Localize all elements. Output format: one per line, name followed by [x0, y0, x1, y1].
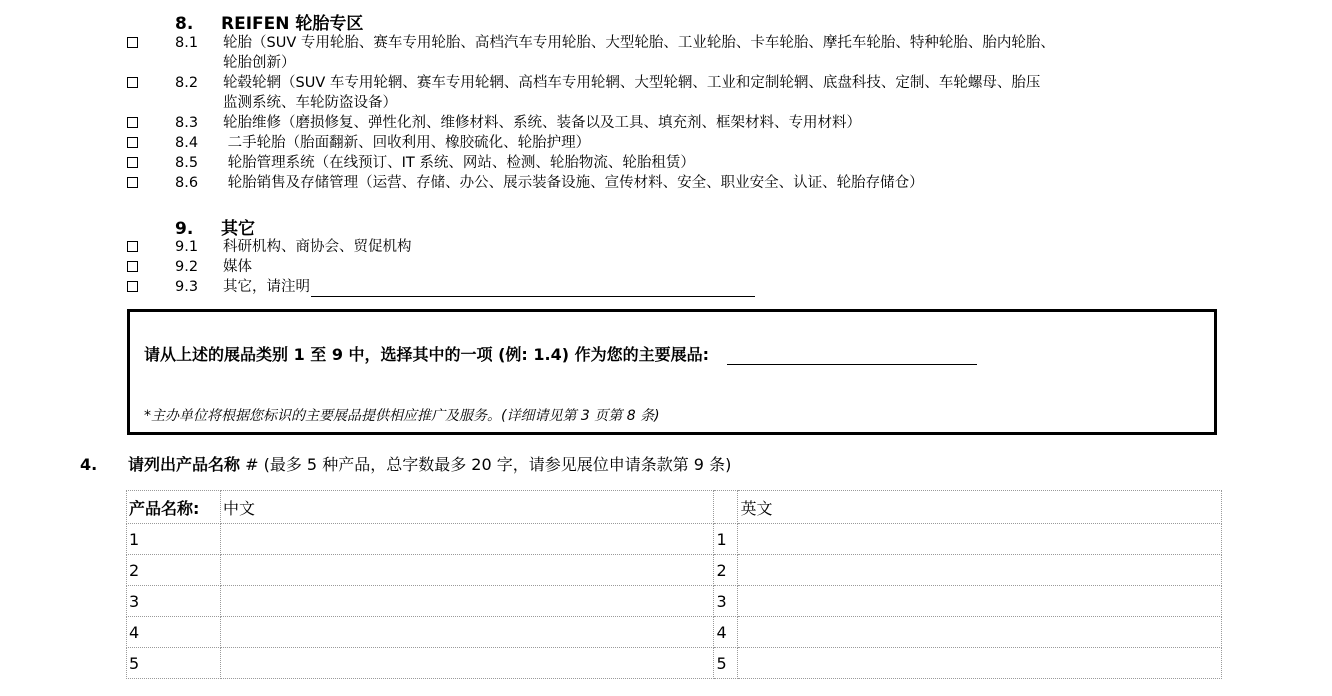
- product-en-input[interactable]: [738, 555, 1222, 586]
- product-name-table: [126, 490, 1222, 679]
- section-9-number: 9.: [175, 219, 194, 239]
- list-item-9-3: [127, 277, 1247, 297]
- product-cn-input[interactable]: [220, 648, 714, 679]
- row-number-en: 3: [714, 586, 738, 617]
- item-number: 8.5: [175, 155, 199, 171]
- main-product-note: *主办单位将根据您标识的主要展品提供相应推广及服务。(详细请见第 3 页第 8 条): [144, 408, 660, 424]
- list-item-8-6: [127, 173, 1247, 193]
- main-product-question: 请从上述的展品类别 1 至 9 中，选择其中的一项 (例: 1.4) 作为您的主要展品:: [144, 345, 710, 364]
- section-8-number: 8.: [175, 14, 194, 34]
- product-cn-input[interactable]: [220, 524, 714, 555]
- question-4-number: 4.: [80, 455, 98, 474]
- item-text: 其它，请注明: [223, 279, 310, 295]
- checkbox-8-5[interactable]: [127, 157, 138, 168]
- item-text-cont: 轮胎创新）: [223, 55, 296, 71]
- section-9-title: 其它: [221, 219, 255, 239]
- question-4-detail: # (最多 5 种产品，总字数最多 20 字，请参见展位申请条款第 9 条): [240, 455, 732, 474]
- checkbox-8-1[interactable]: [127, 37, 138, 48]
- row-number-cn: 3: [127, 586, 221, 617]
- main-product-field[interactable]: [727, 347, 977, 365]
- empty-cell: [714, 491, 738, 524]
- table-row: [127, 555, 1222, 586]
- section-8-heading: [175, 9, 363, 34]
- row-number-cn: 1: [127, 524, 221, 555]
- item-text: 轮毂轮辋（SUV 车专用轮辋、赛车专用轮辋、高档车专用轮辋、大型轮辋、工业和定制轮辋、底盘科技、定制、车轮螺母、胎压: [223, 75, 1041, 91]
- item-text: 轮胎（SUV 专用轮胎、赛车专用轮胎、高档汽车专用轮胎、大型轮胎、工业轮胎、卡车轮胎、摩托车轮胎、特种轮胎、胎内轮胎、: [223, 35, 1055, 51]
- table-header-row: [127, 491, 1222, 524]
- item-number: 8.3: [175, 115, 199, 131]
- row-number-cn: 5: [127, 648, 221, 679]
- row-number-en: 5: [714, 648, 738, 679]
- list-item-8-5: [127, 153, 1247, 173]
- item-number: 8.2: [175, 75, 199, 91]
- main-product-box: [127, 309, 1217, 435]
- product-cn-input[interactable]: [220, 586, 714, 617]
- list-item-8-3: [127, 113, 1247, 133]
- item-text: 轮胎维修（磨损修复、弹性化剂、维修材料、系统、装备以及工具、填充剂、框架材料、专用材料）: [223, 115, 861, 131]
- question-4: [80, 452, 731, 475]
- checkbox-9-2[interactable]: [127, 261, 138, 272]
- product-en-input[interactable]: [738, 648, 1222, 679]
- other-specify-field[interactable]: [311, 280, 755, 297]
- row-number-en: 2: [714, 555, 738, 586]
- item-text-cont: 监测系统、车轮防盗设备）: [223, 95, 397, 111]
- table-row: [127, 524, 1222, 555]
- english-column-header: 英文: [738, 491, 1222, 524]
- list-item-8-2: [127, 73, 1247, 113]
- product-en-input[interactable]: [738, 617, 1222, 648]
- product-en-input[interactable]: [738, 586, 1222, 617]
- product-cn-input[interactable]: [220, 555, 714, 586]
- row-number-cn: 2: [127, 555, 221, 586]
- checkbox-8-4[interactable]: [127, 137, 138, 148]
- checkbox-9-3[interactable]: [127, 281, 138, 292]
- item-text: 二手轮胎（胎面翻新、回收利用、橡胶硫化、轮胎护理）: [223, 135, 591, 151]
- item-number: 8.6: [175, 175, 199, 191]
- row-number-en: 4: [714, 617, 738, 648]
- item-number: 8.4: [175, 135, 199, 151]
- item-number: 8.1: [175, 35, 199, 51]
- item-number: 9.2: [175, 259, 199, 275]
- item-text: 媒体: [223, 259, 252, 275]
- chinese-column-header: 中文: [220, 491, 714, 524]
- table-row: [127, 586, 1222, 617]
- checkbox-8-2[interactable]: [127, 77, 138, 88]
- table-row: [127, 617, 1222, 648]
- item-text: 科研机构、商协会、贸促机构: [223, 239, 412, 255]
- table-row: [127, 648, 1222, 679]
- list-item-9-2: [127, 257, 1247, 277]
- item-text: 轮胎销售及存储管理（运营、存储、办公、展示装备设施、宣传材料、安全、职业安全、认证、轮胎存储仓）: [223, 175, 924, 191]
- list-item-8-4: [127, 133, 1247, 153]
- product-name-label: 产品名称:: [127, 491, 221, 524]
- product-en-input[interactable]: [738, 524, 1222, 555]
- checkbox-8-3[interactable]: [127, 117, 138, 128]
- section-9-heading: [175, 214, 255, 239]
- list-item-8-1: [127, 33, 1247, 73]
- checkbox-8-6[interactable]: [127, 177, 138, 188]
- row-number-cn: 4: [127, 617, 221, 648]
- row-number-en: 1: [714, 524, 738, 555]
- product-cn-input[interactable]: [220, 617, 714, 648]
- question-4-title: 请列出产品名称: [128, 455, 241, 474]
- checkbox-9-1[interactable]: [127, 241, 138, 252]
- item-text: 轮胎管理系统（在线预订、IT 系统、网站、检测、轮胎物流、轮胎租赁）: [223, 155, 695, 171]
- list-item-9-1: [127, 237, 1247, 257]
- section-8-title: REIFEN 轮胎专区: [221, 14, 364, 34]
- item-number: 9.1: [175, 239, 199, 255]
- item-number: 9.3: [175, 279, 199, 295]
